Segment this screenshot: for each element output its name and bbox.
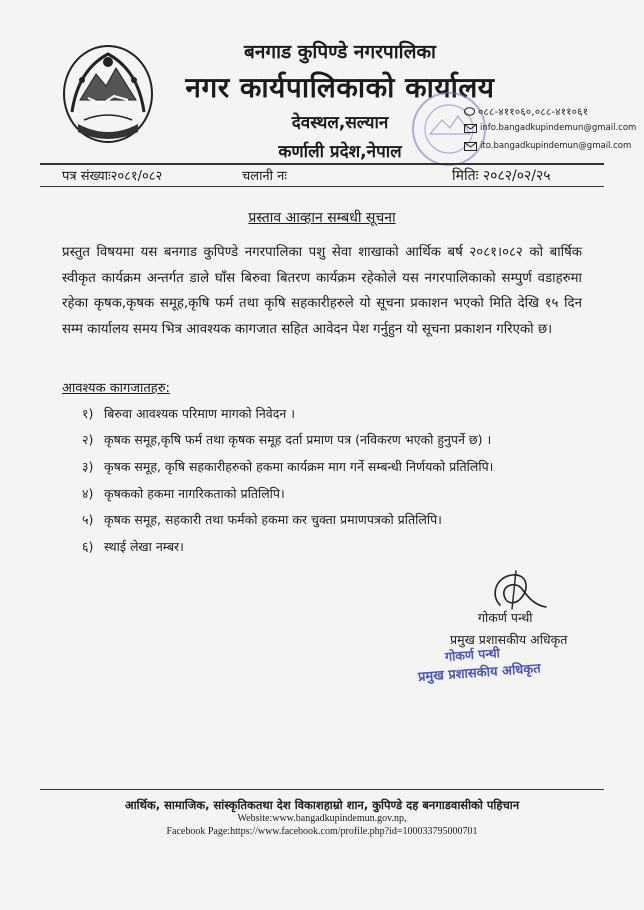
list-item-text: स्थाई लेखा नम्बर। [104, 538, 184, 554]
list-item-number: ४) [82, 485, 94, 501]
office-name: नगर कार्यपालिकाको कार्यालय [185, 71, 495, 104]
list-item-number: ५) [82, 512, 94, 528]
subject-text: प्रस्ताव आव्हान सम्बधी सूचना [248, 210, 396, 226]
list-item-text: कृषक समूह, कृषि सहकारीहरुको हकमा कार्यक्रम माग गर्ने सम्बन्धी निर्णयको प्रतिलिपि। [104, 458, 494, 474]
footer-website: Website:www.bangadkupindemun.gov.np, [237, 813, 407, 824]
list-item-number: ६) [82, 538, 94, 554]
list-item-text: कृषक समूह, सहकारी तथा फर्मको हकमा कर चुक्ता प्रमाणपत्रको प्रतिलिपि। [104, 512, 442, 528]
footer-divider [40, 789, 604, 790]
office-address-line2: कर्णाली प्रदेश,नेपाल [278, 142, 402, 162]
municipality-name: बनगाड कुपिण्डे नगरपालिका [244, 41, 436, 63]
seal-signatory-name: गोकर्ण पन्थी [444, 645, 501, 664]
signatory-name: गोकर्ण पन्थी [478, 610, 533, 625]
list-item-number: ३) [82, 458, 94, 474]
list-item-number: २) [82, 432, 94, 448]
list-item [82, 400, 582, 427]
contact-email-info [464, 123, 636, 133]
nepal-emblem-logo [58, 40, 158, 146]
letter-number: पत्र संख्याः२०८१/०८२ [62, 169, 163, 184]
email-info: info.bangadkupindemun@gmail.com [480, 123, 637, 133]
requirements-list [82, 400, 582, 560]
phone-number: ०८८-४११०६०,०८८-४११०६१ [478, 107, 589, 118]
requirements-heading: आवश्यक कागजातहरु: [62, 381, 170, 396]
list-item [82, 427, 582, 454]
envelope-icon [464, 124, 477, 133]
list-item-text: कृषक समूह,कृषि फर्म तथा कृषक समूह दर्ता प्रमाण पत्र (नविकरण भएको हुनुपर्ने छ) । [104, 432, 492, 448]
list-item-number: १) [82, 405, 94, 421]
header-divider [40, 163, 604, 165]
contact-phone [464, 104, 588, 118]
signatory-title: प्रमुख प्रशासकीय अधिकृत [450, 632, 568, 647]
envelope-icon [464, 142, 477, 151]
footer-facebook: Facebook Page:https://www.facebook.com/profile.php?id=100033795000701 [166, 826, 478, 837]
seal-signatory-title: प्रमुख प्रशासकीय अधिकृत [417, 661, 542, 685]
footer-slogan: आर्थिक, सामाजिक, सांस्कृतिकतथा देश विकाशहाम्रो शान, कुपिण्डे दह बनगाडवासीको पहिचान [124, 798, 520, 812]
list-item [82, 480, 582, 507]
list-item-text: बिरुवा आवश्यक परिमाण मागको निवेदन । [104, 405, 296, 421]
list-item-text: कृषकको हकमा नागरिकताको प्रतिलिपि। [104, 485, 285, 501]
notice-body: प्रस्तुत विषयमा यस बनगाड कुपिण्डे नगरपालिका पशु सेवा शाखाको आर्थिक बर्ष २०८१।०८२ को बार्षिक स्वीकृत कार्यक्रम अन्तर्गत डाले घाँस बिरुवा बितरण कार्यक्रम रहेकोले यस नगरपालिकाको सम्पुर्ण वडाहरुमा रहेका कृषक,कृषक समूह,कृषि फर्म तथा कृषि सहकारीहरुले यो सूचना प्रकाशन भएको मिति देखि १५ दिन सम्म कार्यालय समय भित्र आवश्यक कागजात सहित आवेदन पेश गर्नुहुन यो सूचना प्रकाशन गरिएको छ। [62, 245, 582, 337]
contact-email-ito [464, 141, 631, 151]
list-item [82, 506, 582, 533]
list-item [82, 453, 582, 480]
list-item [82, 533, 582, 560]
reference-divider [40, 186, 604, 187]
letter-date: मितिः २०८२/०२/२५ [452, 168, 551, 184]
email-ito: ito.bangadkupindemun@gmail.com [480, 141, 632, 151]
phone-icon [464, 107, 475, 116]
office-address-line1: देवस्थल,सल्यान [291, 113, 389, 133]
dispatch-number: चलानी नः [242, 169, 287, 184]
notice-subject [0, 208, 644, 227]
